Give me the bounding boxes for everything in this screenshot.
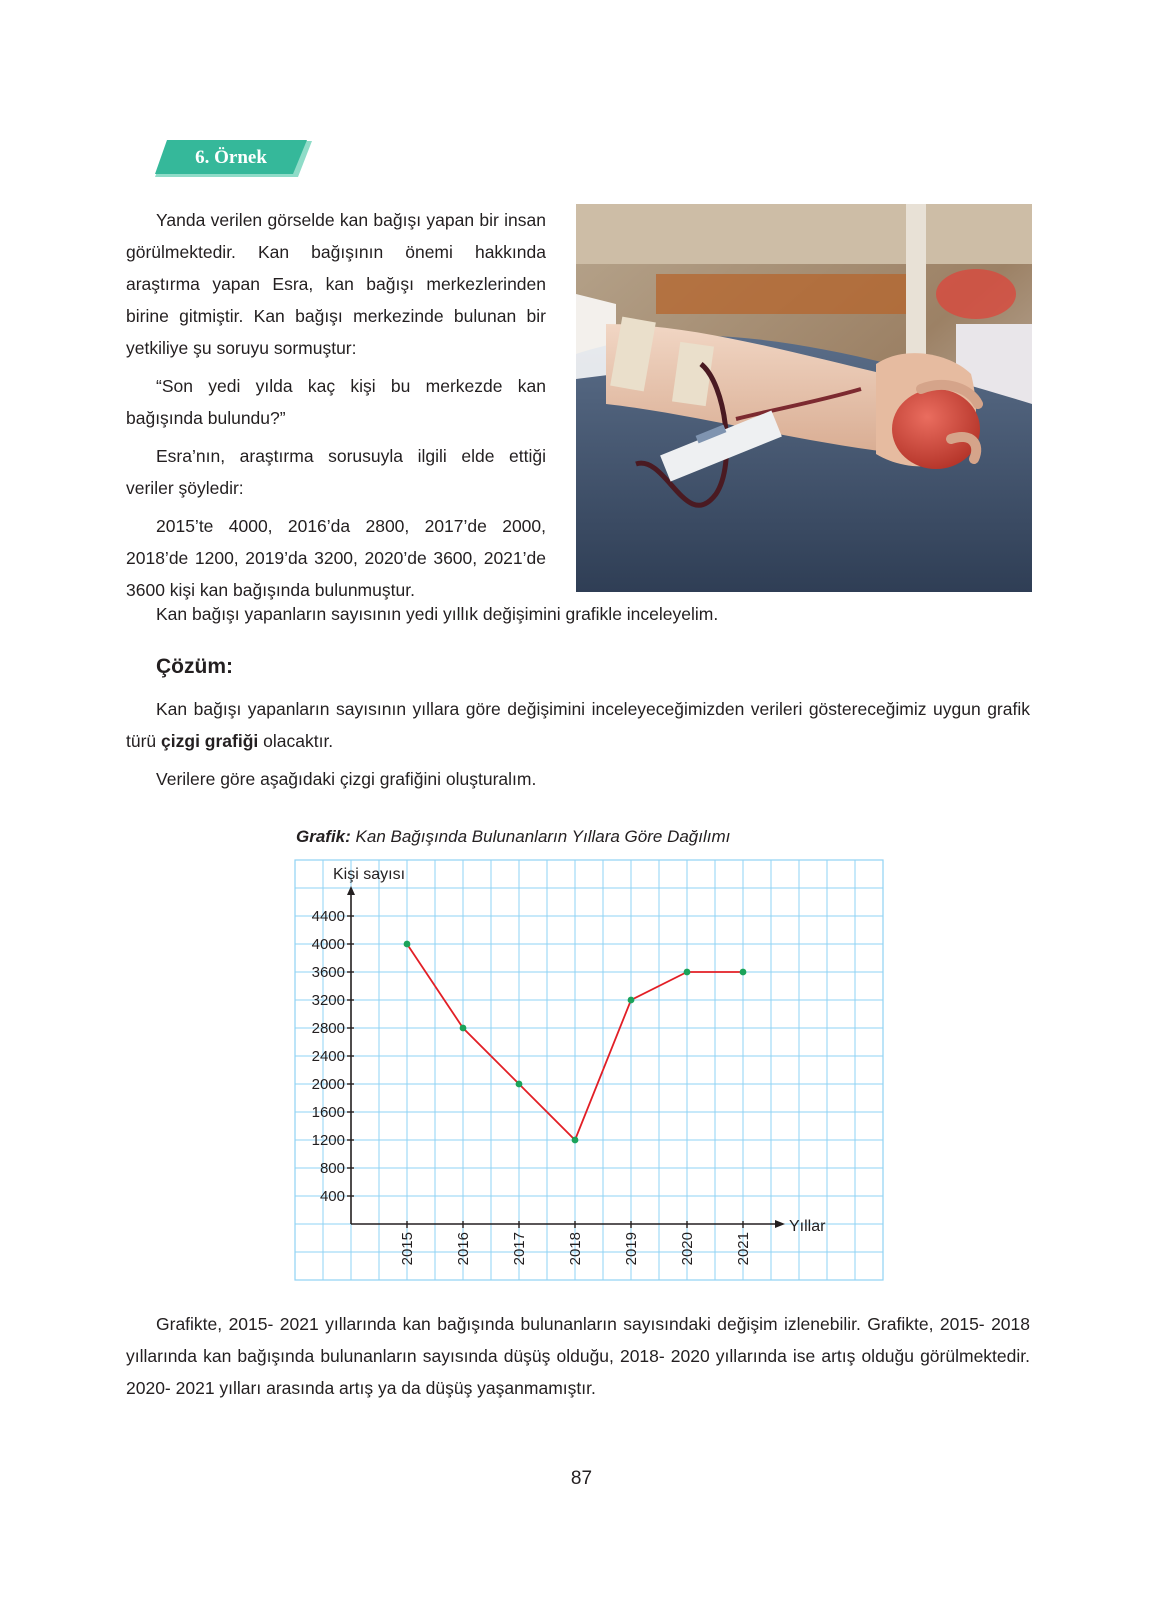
x-tick-label: 2017 [511, 1232, 528, 1266]
x-tick-label: 2021 [735, 1232, 752, 1266]
y-tick-label: 1200 [311, 1132, 345, 1149]
solution-paragraph-1 [126, 693, 1030, 757]
x-tick-label: 2020 [679, 1232, 696, 1266]
data-point [516, 1081, 523, 1088]
solution-text-part: Kan bağışı yapanların sayısının yıllara göre değişimini inceleyeceğimizden verileri göstereceğimiz uygun grafik türü [126, 699, 1030, 751]
y-axis-label: Kişi sayısı [333, 866, 406, 883]
data-point [684, 969, 691, 976]
y-tick-label: 2000 [311, 1076, 345, 1093]
intro-paragraph: Esra’nın, araştırma sorusuyla ilgili elde ettiği veriler şöyledir: [126, 446, 546, 498]
y-tick-label: 1600 [311, 1104, 345, 1121]
conclusion-text: Grafikte, 2015- 2021 yıllarında kan bağışında bulunanların sayısındaki değişim izlenebilir. Grafikte, 2015- 2018 yıllarında kan bağışında bulunanların sayısında düşüş olduğu, 2018- 2020 yıllarında ise artış olduğu görülmektedir. 2020- 2021 yılları arasında artış ya da düşüş yaşanmamıştır. [126, 1314, 1030, 1398]
y-tick-label: 4400 [311, 908, 345, 925]
y-tick-label: 2800 [311, 1020, 345, 1037]
intro-text [126, 204, 546, 612]
chart-caption-text: Kan Bağışında Bulunanların Yıllara Göre Dağılımı [350, 827, 731, 846]
x-tick-label: 2018 [567, 1232, 584, 1266]
chart-caption-prefix: Grafik: [296, 827, 351, 846]
chart-caption [296, 827, 730, 847]
conclusion-paragraph [126, 1308, 1030, 1404]
x-tick-label: 2015 [399, 1232, 416, 1266]
y-tick-label: 800 [319, 1160, 345, 1177]
task-text: Kan bağışı yapanların sayısının yedi yıllık değişimini grafikle inceleyelim. [156, 604, 719, 624]
y-tick-label: 4000 [311, 936, 345, 953]
solution-text: Verilere göre aşağıdaki çizgi grafiğini oluşturalım. [156, 769, 537, 789]
solution-bold-term: çizgi grafiği [161, 731, 259, 751]
intro-paragraph: “Son yedi yılda kaç kişi bu merkezde kan bağışında bulundu?” [126, 376, 546, 428]
x-axis-label: Yıllar [789, 1218, 826, 1235]
data-point [628, 997, 635, 1004]
solution-heading: Çözüm: [156, 655, 233, 678]
task-sentence [126, 598, 1030, 630]
data-point [740, 969, 747, 976]
blood-donation-photo [576, 204, 1032, 592]
chart-grid-border [295, 860, 883, 1280]
x-tick-label: 2019 [623, 1232, 640, 1266]
y-tick-label: 3600 [311, 964, 345, 981]
x-tick-label: 2016 [455, 1232, 472, 1266]
example-badge-label: 6. Örnek [195, 147, 267, 168]
data-point [460, 1025, 467, 1032]
data-point [572, 1137, 579, 1144]
line-chart [292, 857, 892, 1297]
intro-paragraph: Yanda verilen görselde kan bağışı yapan bir insan görülmektedir. Kan bağışının önemi hakkında araştırma yapan Esra, kan bağışı merkezlerinden birine gitmiştir. Kan bağışı merkezinde bulunan bir yetkiliye şu soruyu sormuştur: [126, 210, 546, 358]
page-number: 87 [570, 1468, 593, 1489]
data-point [404, 941, 411, 948]
y-tick-label: 2400 [311, 1048, 345, 1065]
y-tick-label: 400 [319, 1188, 345, 1205]
intro-paragraph: 2015’te 4000, 2016’da 2800, 2017’de 2000, 2018’de 1200, 2019’da 3200, 2020’de 3600, 2021’de 3600 kişi kan bağışında bulunmuştur. [126, 516, 546, 600]
y-tick-label: 3200 [311, 992, 345, 1009]
solution-text [126, 693, 1030, 757]
solution-text-part: olacaktır. [258, 731, 334, 751]
solution-paragraph-2 [126, 763, 1030, 795]
example-badge [155, 140, 313, 178]
